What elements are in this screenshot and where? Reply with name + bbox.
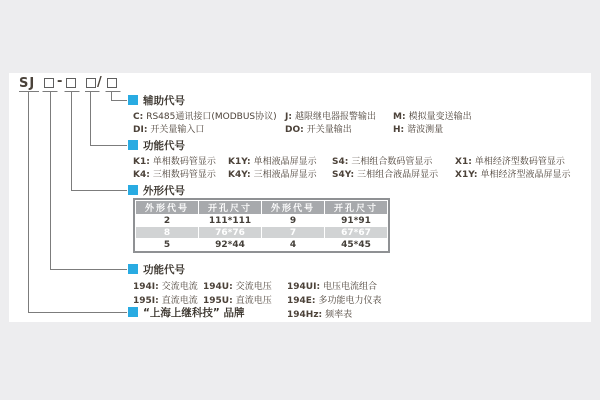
func-item: 195I: 直流电流 — [133, 296, 198, 306]
aux-item: DO: 开关量输出 — [285, 125, 352, 135]
aux-item: M: 模拟量变送输出 — [393, 112, 472, 122]
func-item: 194UI: 电压电流组合 — [287, 282, 378, 292]
model-slash: / — [97, 75, 102, 90]
aux-item: C: RS485通讯接口(MODBUS协议) — [133, 112, 277, 122]
blue-square-icon — [128, 185, 138, 195]
model-box-4 — [107, 78, 117, 88]
brand-label: “上海上继科技” 品牌 — [143, 306, 245, 319]
blue-square-icon — [128, 307, 138, 317]
display-item: K4: 三相数码管显示 — [133, 170, 216, 180]
func-item: 194I: 交流电流 — [133, 282, 198, 292]
table-row: 2 111*111 9 91*91 — [136, 215, 387, 226]
display-item: X1: 单相经济型数码管显示 — [455, 157, 565, 167]
display-item: X1Y: 单相经济型液晶屏显示 — [455, 170, 571, 180]
section-title-shape — [128, 184, 185, 196]
func-item: 194E: 多功能电力仪表 — [287, 296, 382, 306]
section-title-label: 功能代号 — [143, 263, 185, 276]
blue-square-icon — [128, 140, 138, 150]
func-item: 194Hz: 频率表 — [287, 310, 353, 320]
section-title-label: 外形代号 — [143, 184, 185, 197]
model-prefix: SJ — [19, 76, 36, 91]
func-item: 194U: 交流电压 — [203, 282, 272, 292]
display-item: K1Y: 单相液晶屏显示 — [228, 157, 317, 167]
model-dash: - — [57, 74, 63, 89]
aux-item: J: 越限继电器报警输出 — [285, 112, 376, 122]
section-title-function — [128, 263, 185, 275]
section-title-label: 功能代号 — [143, 139, 185, 152]
model-box-3 — [86, 78, 96, 88]
aux-item: DI: 开关量输入口 — [133, 125, 205, 135]
brand-line — [128, 306, 244, 318]
table-row: 5 92*44 4 45*45 — [136, 239, 387, 250]
model-box-1 — [44, 78, 54, 88]
section-title-auxiliary — [128, 94, 185, 106]
blue-square-icon — [128, 95, 138, 105]
table-header-row: 外形代号 开孔尺寸 外形代号 开孔尺寸 — [136, 201, 387, 214]
model-box-2 — [66, 78, 76, 88]
section-title-label: 辅助代号 — [143, 94, 185, 107]
func-item: 195U: 直流电压 — [203, 296, 272, 306]
shape-size-table — [133, 198, 390, 253]
aux-item: H: 谐波测量 — [393, 125, 444, 135]
display-item: K1: 单相数码管显示 — [133, 157, 216, 167]
display-item: K4Y: 三相液晶屏显示 — [228, 170, 317, 180]
table-row: 8 76*76 7 67*67 — [136, 227, 387, 238]
blue-square-icon — [128, 264, 138, 274]
display-item: S4: 三相组合数码管显示 — [332, 157, 433, 167]
display-item: S4Y: 三相组合液晶屏显示 — [332, 170, 439, 180]
section-title-display-function — [128, 139, 185, 151]
